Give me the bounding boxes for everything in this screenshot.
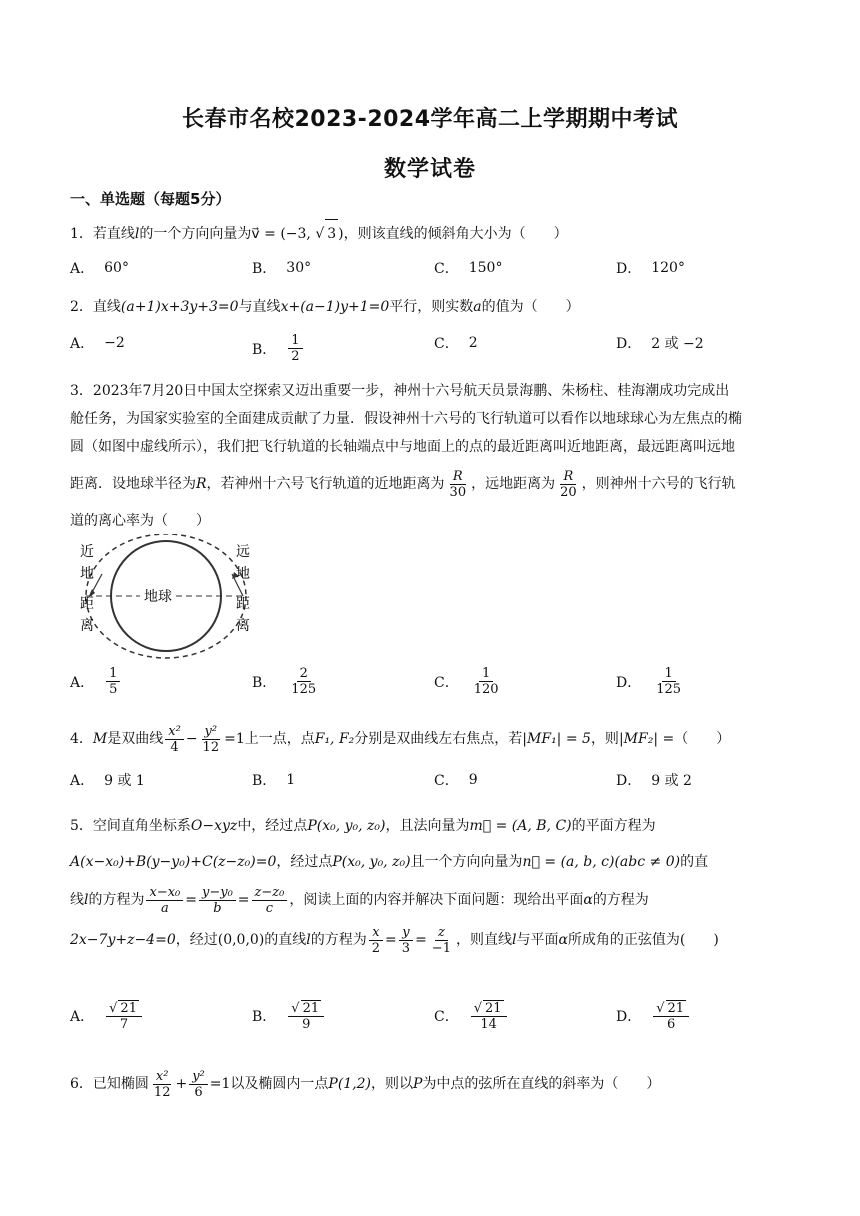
question-4: 4．M是双曲线 $\frac{\text{x²}}{4}$ − $\frac{\text{y²}}{12}$ =1上一点，点F₁, F₂分别是双曲线左右焦点，若|MF₁| = 5，则|MF₂| =（ ） <box>70 723 731 755</box>
exam-subtitle: 数学试卷 <box>383 157 476 182</box>
option-d[interactable]: D． $\frac{√ 21}{6}$ <box>616 1000 691 1032</box>
option-b[interactable]: B． 1 <box>252 772 296 789</box>
orbit-diagram <box>72 534 262 662</box>
diagram-label: 距 <box>236 596 250 612</box>
option-c[interactable]: C． $\frac{1}{120}$ <box>434 666 499 697</box>
option-c[interactable]: C． $\frac{√ 21}{14}$ <box>434 1000 509 1032</box>
section-heading: 一、单选题（每题5分） <box>70 190 231 208</box>
question-2: 2．直线(a+1)x+3y+3=0与直线x+(a−1)y+1=0平行，则实数a的值为（ ） <box>70 299 580 315</box>
diagram-label: 离 <box>80 618 94 634</box>
question-1-options <box>70 258 800 294</box>
diagram-label: 远 <box>236 544 250 560</box>
question-4-options <box>70 770 800 806</box>
question-5: 5．空间直角坐标系O−xyz中，经过点P(x₀, y₀, z₀)，且法向量为m⃗ = (A, B, C)的平面方程为 A(x−x₀)+B(y−y₀)+C(z−z₀)=0，经过点P(x₀, y₀, z₀)且一个方向向量为n⃗ = (a, b, c)(abc ≠ 0)的直 线l的方程为 $\frac{\text{x−x₀}}{a}$ = $\frac{\text{y−y₀}}{b}$ = $\frac{\text{z−z₀}}{c}$ ，阅读上面的内容并解决下面问题：现给出平面α的方程为 2x−7y+z−4=0，经过(0,0,0)的直线l的方程为 $\frac{x}{2}$ = $\frac{y}{3}$ = $\frac{z}{-1}$ ，则直线l与平面α所成角的正弦值为( ) <box>70 818 719 956</box>
option-b[interactable]: B． 30° <box>252 260 312 277</box>
question-6: 6．已知椭圆 $\frac{\text{x²}}{12}$ + $\frac{\text{y²}}{6}$ =1以及椭圆内一点P(1,2)，则以P为中点的弦所在直线的斜率为（ ） <box>70 1068 661 1100</box>
option-b[interactable]: B． $\frac{2}{125}$ <box>252 666 317 697</box>
option-a[interactable]: A． $\frac{√ 21}{7}$ <box>70 1000 144 1032</box>
earth-label: 地球 <box>144 589 172 605</box>
diagram-label: 距 <box>80 596 94 612</box>
question-3: 3．2023年7月20日中国太空探索又迈出重要一步，神州十六号航天员景海鹏、朱杨柱、桂海潮成功完成出 舱任务，为国家实验室的全面建成贡献了力量．假设神州十六号的飞行轨道可以看作以地球球心为左焦点的椭 圆（如图中虚线所示），我们把飞行轨道的长轴端点中与地面上的点的最近距离叫近地距离，最远距离叫远地 距离．设地球半径为R，若神州十六号飞行轨道的近地距离为 $\frac{R}{30}$ ，远地距离为 $\frac{R}{20}$ ，则神州十六号的飞行轨 道的离心率为（ ） <box>70 383 742 529</box>
option-b[interactable]: B． $\frac{√ 21}{9}$ <box>252 1000 326 1032</box>
question-2-options <box>70 333 800 369</box>
option-d[interactable]: D． 120° <box>616 260 685 277</box>
diagram-label: 地 <box>80 566 94 582</box>
diagram-label: 地 <box>236 566 250 582</box>
exam-title: 长春市名校2023-2024学年高二上学期期中考试 <box>181 107 679 132</box>
diagram-label: 近 <box>80 544 94 560</box>
option-a[interactable]: A． 9 或 1 <box>70 773 145 789</box>
option-d[interactable]: D． 9 或 2 <box>616 773 692 789</box>
option-a[interactable]: A． −2 <box>70 335 125 352</box>
fraction: $\frac{1}{2}$ <box>288 333 302 364</box>
option-d[interactable]: D． 2 或 −2 <box>616 336 704 352</box>
option-c[interactable]: C． 9 <box>434 772 478 789</box>
option-c[interactable]: C． 2 <box>434 335 478 352</box>
option-b[interactable]: B． $\frac{1}{2}$ <box>252 333 305 364</box>
question-3-options <box>70 666 800 702</box>
question-5-options <box>70 1000 800 1036</box>
option-d[interactable]: D． $\frac{1}{125}$ <box>616 666 682 697</box>
question-1: 1．若直线l的一个方向向量为v⃗ = (−3, √ 3 )，则该直线的倾斜角大小为（ ） <box>70 219 800 248</box>
option-a[interactable]: A． 60° <box>70 260 129 277</box>
option-a[interactable]: A． $\frac{1}{5}$ <box>70 666 122 697</box>
option-c[interactable]: C． 150° <box>434 260 503 277</box>
diagram-label: 离 <box>236 618 250 634</box>
